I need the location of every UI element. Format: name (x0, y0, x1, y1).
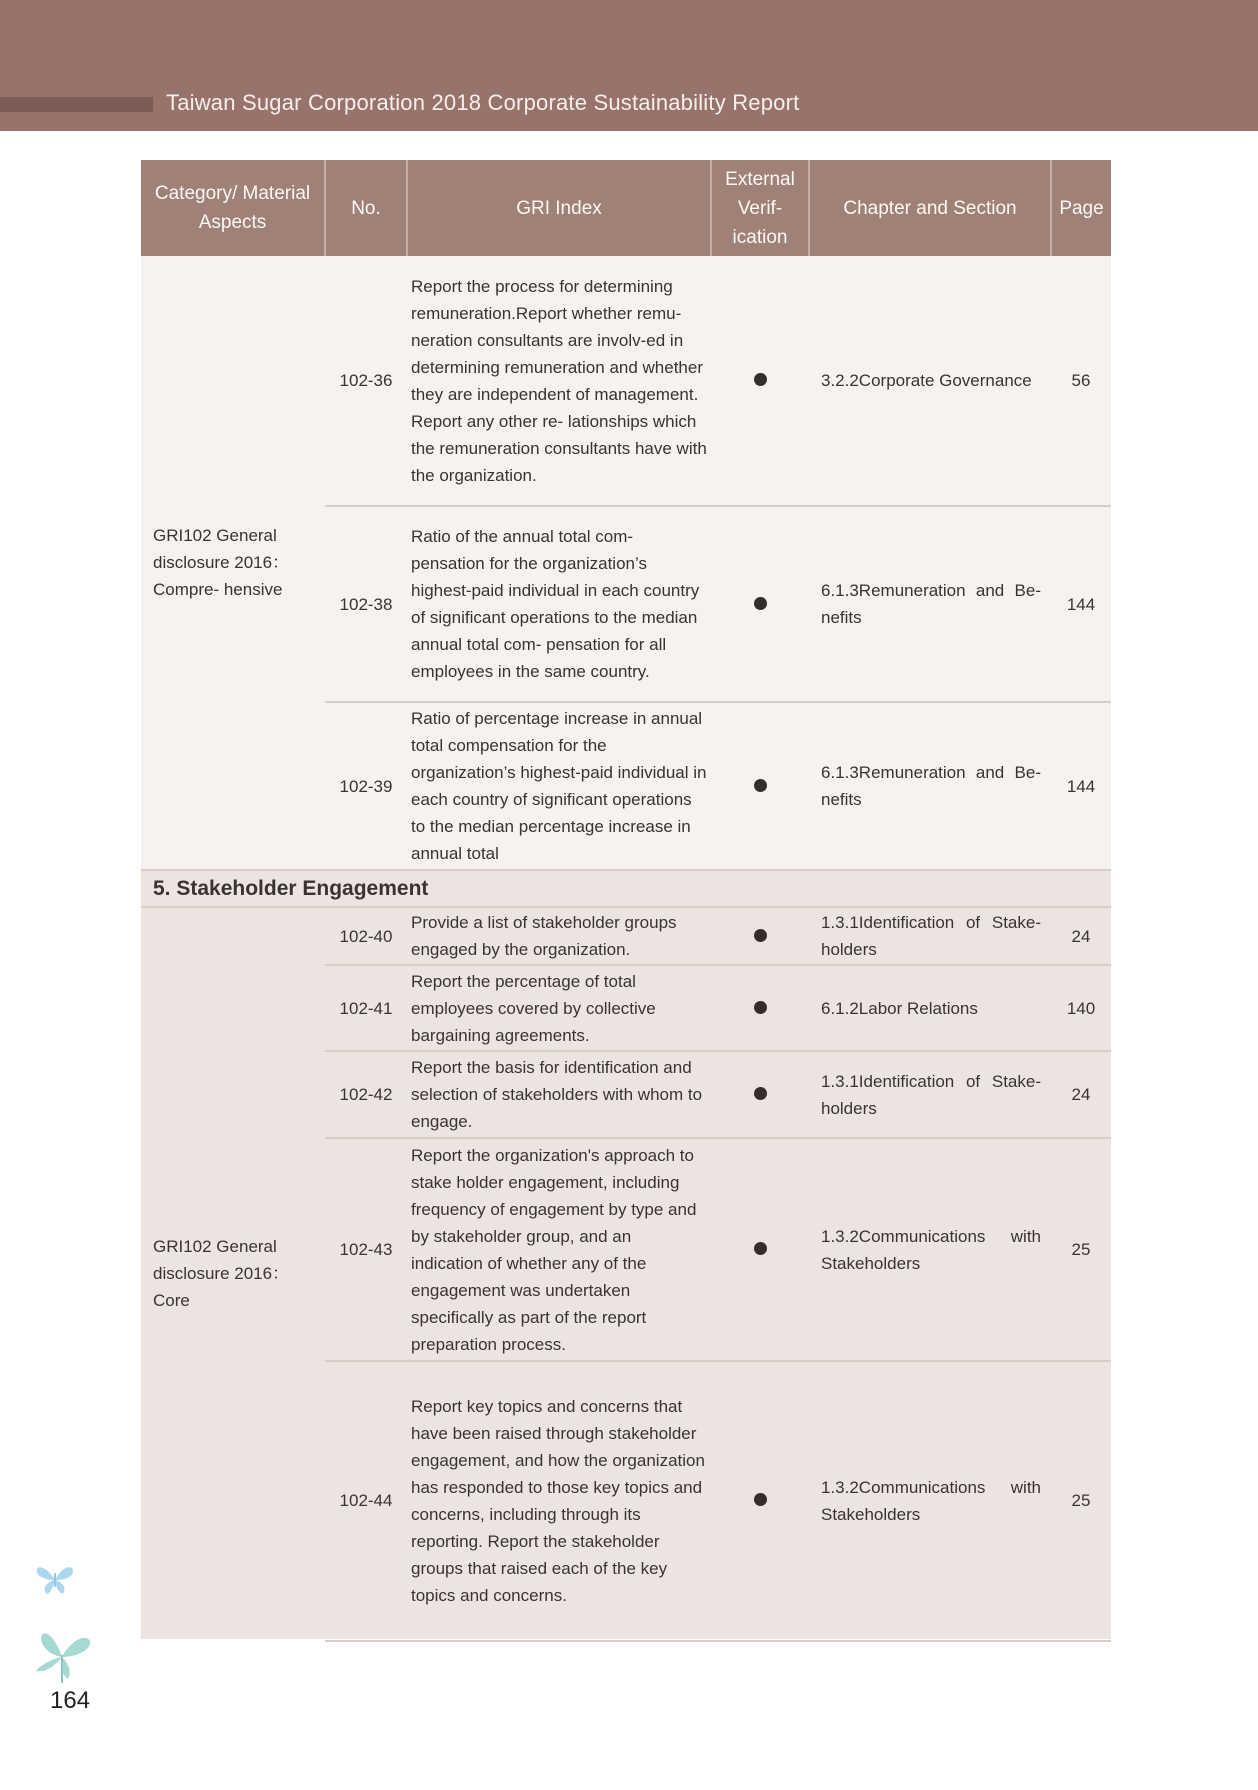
chapter-section: 1.3.1Identification of Stake- holders (809, 907, 1051, 965)
gri-index-text: Report the basis for identification and selection of stakeholders with whom to engage. (407, 1051, 711, 1138)
chapter-section: 6.1.3Remuneration and Be- nefits (809, 702, 1051, 870)
gri-number: 102-39 (325, 702, 407, 870)
column-header-external-verification: External Verif- ication (711, 160, 809, 256)
verification-cell (711, 907, 809, 965)
verified-dot-icon (754, 1242, 767, 1255)
gri-number: 102-43 (325, 1138, 407, 1361)
chapter-section: 1.3.2Communications with Stakeholders (809, 1138, 1051, 1361)
category-cell: GRI102 General disclosure 2016：Compre- hensive (141, 256, 325, 870)
verification-cell (711, 702, 809, 870)
gri-index-text: Report the process for determining remuneration.Report whether remu- neration consultants are involv-ed in determining remuneration and whether they are independent of management. Report any other re- lationships which the remuneration consultants have with the organization. (407, 256, 711, 506)
table-header-row (141, 160, 1111, 256)
chapter-section: 6.1.2Labor Relations (809, 965, 1051, 1051)
column-header-gri-index: GRI Index (407, 160, 711, 256)
page-number-cell: 144 (1051, 702, 1111, 870)
gri-number: 102-42 (325, 1051, 407, 1138)
page-number-cell: 56 (1051, 256, 1111, 506)
verification-cell (711, 1051, 809, 1138)
verification-cell (711, 965, 809, 1051)
gri-index-text: Report key topics and concerns that have been raised through stakeholder engagement, and how the organization has responded to those key topics and concerns, including through its reporting. Report the stakeholder groups that raised each of the key topics and concerns. (407, 1361, 711, 1639)
header-accent-stripe (0, 97, 153, 112)
verified-dot-icon (754, 597, 767, 610)
verification-cell (711, 1138, 809, 1361)
gri-index-text: Report the organization's approach to stake holder engagement, including frequency of engagement by type and by stakeholder group, and an indication of whether any of the engagement was undertaken specifically as part of the report preparation process. (407, 1138, 711, 1361)
table-bottom-rule (325, 1640, 1111, 1642)
verification-cell (711, 1361, 809, 1639)
verified-dot-icon (754, 1493, 767, 1506)
column-header-page: Page (1051, 160, 1111, 256)
chapter-section: 1.3.1Identification of Stake- holders (809, 1051, 1051, 1138)
gri-index-text: Ratio of percentage increase in annual total compensation for the organization’s highest-paid individual in each country of significant operations to the median percentage increase in annual total (407, 702, 711, 870)
table-row (141, 256, 1111, 506)
verified-dot-icon (754, 373, 767, 386)
page-number-cell: 25 (1051, 1138, 1111, 1361)
page-number-cell: 24 (1051, 1051, 1111, 1138)
gri-content-index-table (141, 160, 1111, 1639)
gri-index-text: Ratio of the annual total com- pensation for the organization’s highest-paid individual in each country of significant operations to the median annual total com- pensation for all employees in the same country. (407, 506, 711, 702)
page-number-cell: 144 (1051, 506, 1111, 702)
table-row (141, 907, 1111, 965)
page-number: 164 (50, 1687, 91, 1714)
gri-number: 102-36 (325, 256, 407, 506)
butterfly-icon (32, 1627, 96, 1685)
verified-dot-icon (754, 1087, 767, 1100)
verified-dot-icon (754, 779, 767, 792)
verification-cell (711, 506, 809, 702)
column-header-chapter: Chapter and Section (809, 160, 1051, 256)
column-header-no: No. (325, 160, 407, 256)
chapter-section: 3.2.2Corporate Governance (809, 256, 1051, 506)
column-header-category: Category/ Material Aspects (141, 160, 325, 256)
gri-number: 102-44 (325, 1361, 407, 1639)
verified-dot-icon (754, 929, 767, 942)
report-header-banner (0, 0, 1258, 131)
verified-dot-icon (754, 1001, 767, 1014)
gri-index-text: Report the percentage of total employees covered by collective bargaining agreements. (407, 965, 711, 1051)
page-number-cell: 25 (1051, 1361, 1111, 1639)
verification-cell (711, 256, 809, 506)
page-number-cell: 24 (1051, 907, 1111, 965)
gri-number: 102-41 (325, 965, 407, 1051)
category-cell: GRI102 General disclosure 2016：Core (141, 907, 325, 1639)
section-title: 5. Stakeholder Engagement (141, 870, 1111, 907)
gri-number: 102-40 (325, 907, 407, 965)
chapter-section: 6.1.3Remuneration and Be- nefits (809, 506, 1051, 702)
butterfly-icon (34, 1562, 76, 1598)
report-title: Taiwan Sugar Corporation 2018 Corporate Sustainability Report (166, 90, 800, 115)
chapter-section: 1.3.2Communications with Stakeholders (809, 1361, 1051, 1639)
gri-number: 102-38 (325, 506, 407, 702)
page-number-cell: 140 (1051, 965, 1111, 1051)
gri-index-text: Provide a list of stakeholder groups engaged by the organization. (407, 907, 711, 965)
section-heading-row (141, 870, 1111, 907)
